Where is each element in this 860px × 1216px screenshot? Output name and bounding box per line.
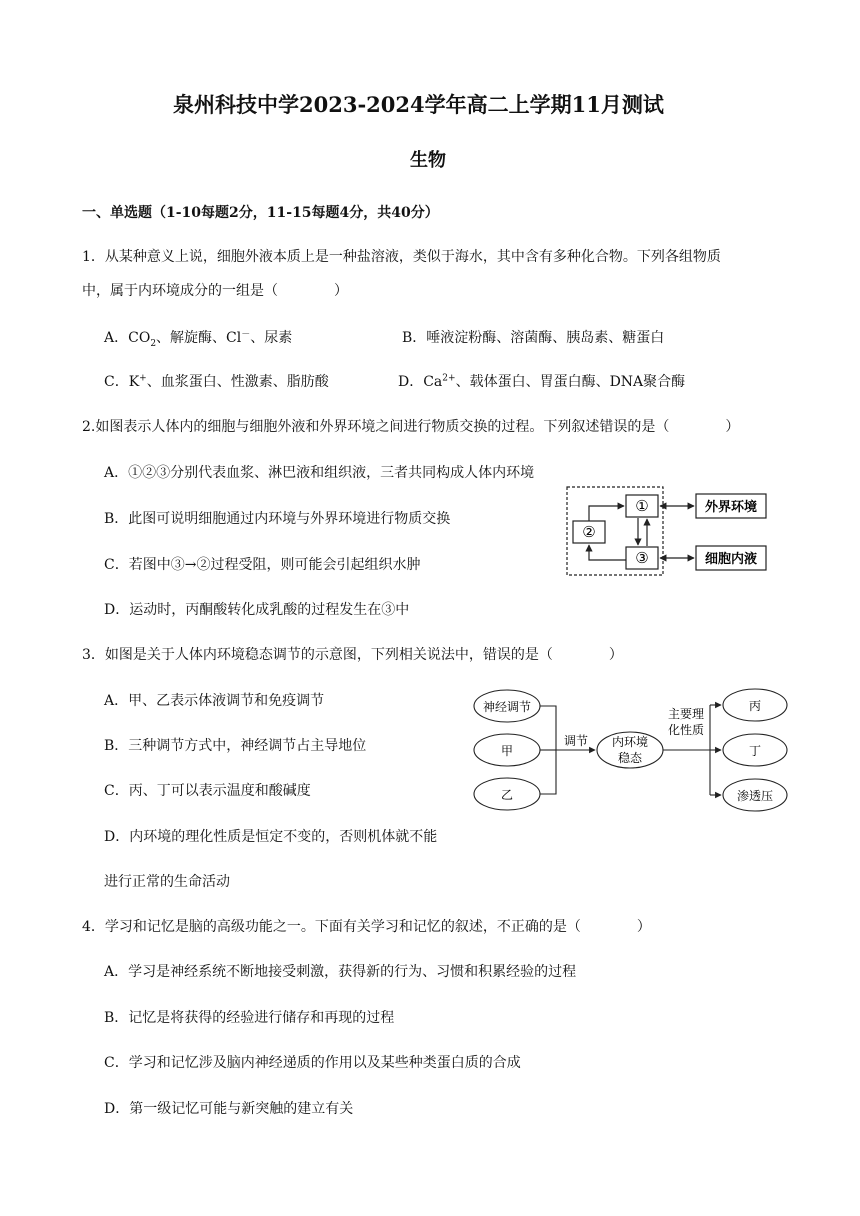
page-title: 泉州科技中学2023-2024学年高二上学期11月测试 [173, 92, 664, 117]
q4-option-d[interactable]: D．第一级记忆可能与新突触的建立有关 [104, 1101, 354, 1117]
q3-option-d-line1[interactable]: D．内环境的理化性质是恒定不变的，否则机体就不能 [104, 829, 438, 845]
q2-option-d[interactable]: D．运动时，丙酮酸转化成乳酸的过程发生在③中 [104, 602, 410, 618]
q1-option-c-text: C．K [104, 374, 140, 390]
q2-option-c[interactable]: C．若图中③→②过程受阻，则可能会引起组织水肿 [104, 557, 421, 573]
q1-option-c[interactable] [104, 373, 329, 391]
q1-stem-line1: 1．从某种意义上说，细胞外液本质上是一种盐溶液，类似于海水，其中含有多种化合物。下列各组物质 [82, 249, 721, 265]
q1-option-a-text2: 、解旋酶、Cl [156, 330, 242, 346]
q1-option-c-text2: 、血浆蛋白、性激素、脂肪酸 [146, 374, 329, 390]
q3-option-a[interactable]: A．甲、乙表示体液调节和免疫调节 [104, 693, 325, 709]
q1-stem-line2: 中，属于内环境成分的一组是（ ） [82, 283, 348, 299]
q2-box-1-label: ① [635, 497, 649, 515]
q3-main-label-2: 化性质 [667, 723, 705, 737]
q2-exchange-diagram [560, 483, 772, 580]
q1-option-c-sup: + [139, 373, 147, 384]
q3-center-label-1: 内环境 [611, 735, 649, 749]
q3-stem: 3．如图是关于人体内环境稳态调节的示意图，下列相关说法中，错误的是（ ） [82, 647, 623, 663]
q4-option-a[interactable]: A．学习是神经系统不断地接受刺激，获得新的行为、习惯和积累经验的过程 [104, 964, 577, 980]
q4-stem: 4．学习和记忆是脑的高级功能之一。下面有关学习和记忆的叙述，不正确的是（ ） [82, 919, 651, 935]
q3-yi-label: 乙 [500, 788, 514, 802]
q3-bing-label: 丙 [748, 699, 762, 713]
subject-heading: 生物 [410, 150, 446, 171]
q2-cell-fluid-label: 细胞内液 [704, 552, 758, 567]
q1-option-b[interactable]: B．唾液淀粉酶、溶菌酶、胰岛素、糖蛋白 [402, 330, 665, 346]
q3-adjust-label: 调节 [563, 734, 589, 748]
q2-option-b[interactable]: B．此图可说明细胞通过内环境与外界环境进行物质交换 [104, 511, 451, 527]
q3-osmotic-label: 渗透压 [736, 789, 774, 803]
q2-box-3-label: ③ [635, 549, 649, 567]
q1-option-a-sup: － [241, 329, 251, 340]
q3-option-b[interactable]: B．三种调节方式中，神经调节占主导地位 [104, 738, 367, 754]
q2-option-a[interactable]: A．①②③分别代表血浆、淋巴液和组织液，三者共同构成人体内环境 [104, 465, 535, 481]
q1-option-d-text2: 、载体蛋白、胃蛋白酶、DNA聚合酶 [455, 374, 686, 390]
q1-option-a-text: A．CO [104, 330, 151, 346]
q3-ding-label: 丁 [748, 744, 762, 758]
q3-main-label-1: 主要理 [667, 707, 705, 721]
q1-option-d-text: D．Ca [398, 374, 443, 390]
q2-outer-env-label: 外界环境 [704, 500, 758, 515]
q3-nerve-label: 神经调节 [482, 700, 532, 714]
q3-option-d-line2: 进行正常的生命活动 [104, 874, 230, 890]
q4-option-b[interactable]: B．记忆是将获得的经验进行储存和再现的过程 [104, 1010, 395, 1026]
q1-option-d-sup: 2+ [442, 373, 456, 384]
q2-arrow-2-to-1 [589, 506, 624, 521]
q4-option-c[interactable]: C．学习和记忆涉及脑内神经递质的作用以及某些种类蛋白质的合成 [104, 1055, 521, 1071]
q2-box-2-label: ② [582, 523, 596, 541]
section-heading: 一、单选题（1-10每题2分，11-15每题4分，共40分） [82, 205, 439, 221]
q3-jia-label: 甲 [500, 744, 514, 758]
q3-option-c[interactable]: C．丙、丁可以表示温度和酸碱度 [104, 783, 311, 799]
q2-arrow-3-to-2 [589, 545, 626, 560]
q2-stem: 2.如图表示人体内的细胞与细胞外液和外界环境之间进行物质交换的过程。下列叙述错误的是（ ） [82, 419, 740, 435]
q1-option-a-sub: 2 [150, 338, 157, 349]
q3-homeostasis-diagram [470, 682, 795, 817]
q3-center-label-2: 稳态 [617, 751, 643, 765]
q1-option-a[interactable] [104, 329, 292, 347]
q1-option-d[interactable] [398, 373, 685, 391]
q1-option-a-text3: 、尿素 [250, 330, 293, 346]
